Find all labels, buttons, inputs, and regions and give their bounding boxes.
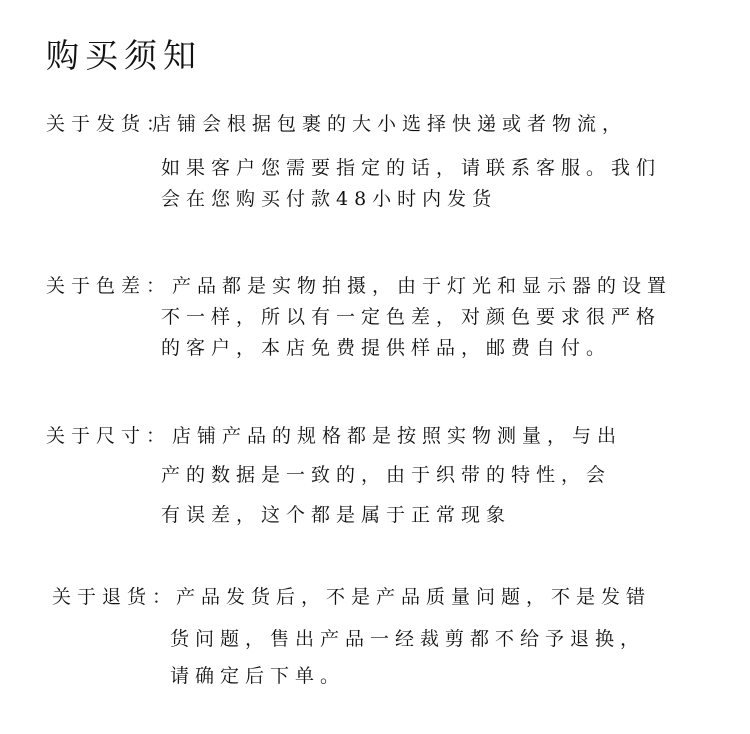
section-line: 店铺会根据包裹的大小选择快递或者物流， <box>152 113 628 135</box>
section-line: 产品发货后，不是产品质量问题，不是发错 <box>176 586 652 608</box>
section-line: 请确定后下单。 <box>170 665 346 687</box>
section-line: 会在您购买付款48小时内发货 <box>161 188 498 210</box>
section-line: 有误差，这个都是属于正常现象 <box>161 504 512 526</box>
section-line: 不一样，所以有一定色差，对颜色要求很严格 <box>161 306 662 328</box>
section-label-returns: 关于退货： <box>52 586 178 608</box>
section-label-size: 关于尺寸： <box>46 425 172 447</box>
section-line: 店铺产品的规格都是按照实物测量，与出 <box>172 425 623 447</box>
section-label-color: 关于色差： <box>46 275 172 297</box>
section-line: 货问题，售出产品一经裁剪都不给予退换， <box>170 628 646 650</box>
section-label-shipping: 关于发货： <box>46 113 172 135</box>
section-line: 的客户，本店免费提供样品，邮费自付。 <box>161 337 612 359</box>
section-line: 如果客户您需要指定的话，请联系客服。我们 <box>161 157 662 179</box>
page-title: 购买须知 <box>46 36 202 75</box>
section-line: 产的数据是一致的，由于织带的特性，会 <box>161 464 612 486</box>
section-line: 产品都是实物拍摄，由于灯光和显示器的设置 <box>172 275 673 297</box>
